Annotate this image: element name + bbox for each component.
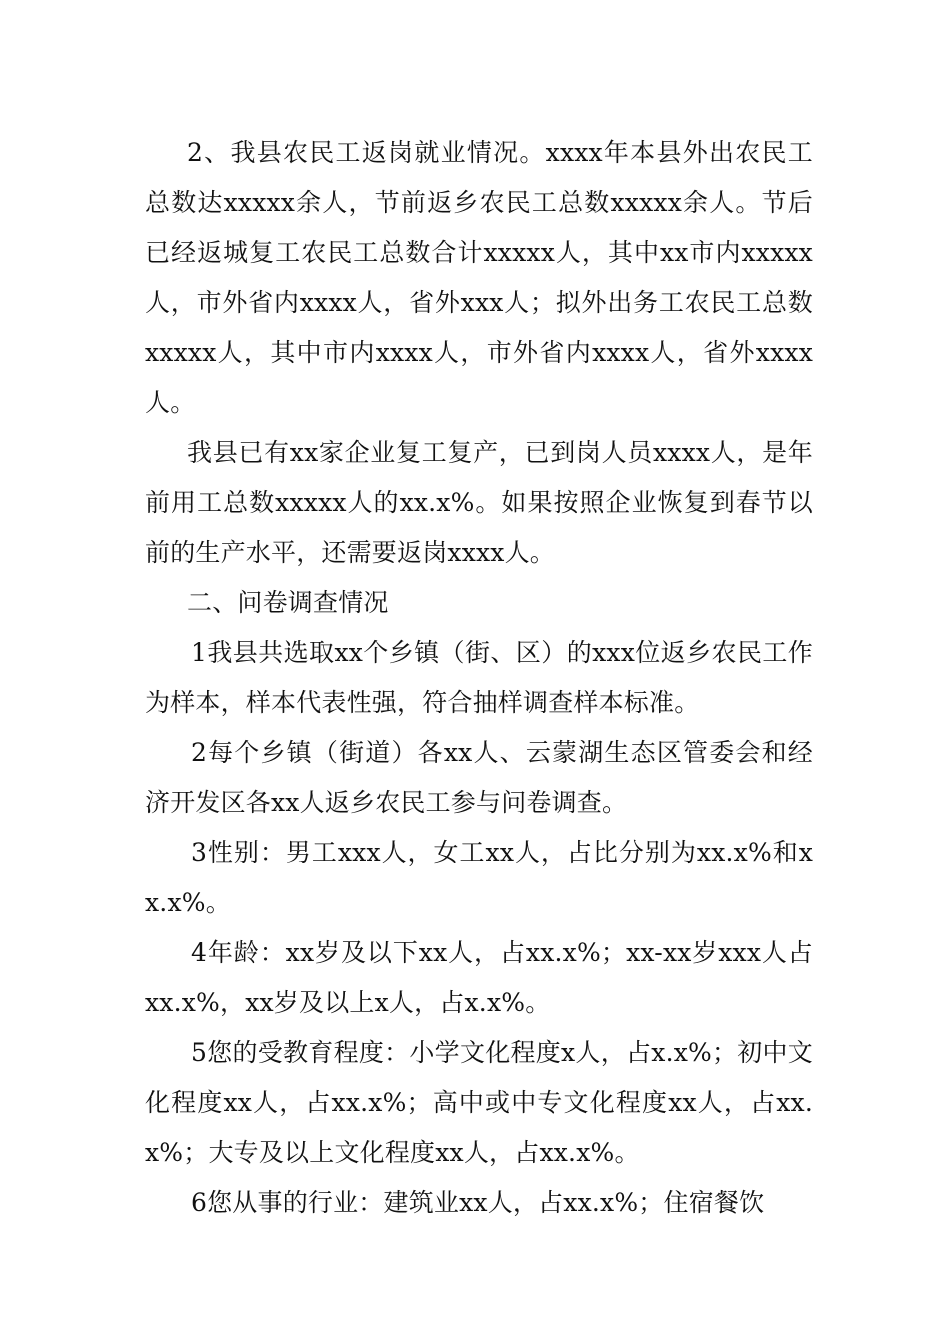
paragraph-enterprise-resumption: 我县已有xx家企业复工复产，已到岗人员xxxx人，是年前用工总数xxxxx人的xx.x%。如果按照企业恢复到春节以前的生产水平，还需要返岗xxxx人。 xyxy=(145,438,813,567)
paragraph-item-4: 4年龄：xx岁及以下xx人，占xx.x%；xx-xx岁xxx人占xx.x%，xx岁及以上x人，占x.x%。 xyxy=(145,938,813,1017)
paragraph-item-6: 6您从事的行业：建筑业xx人，占xx.x%；住宿餐饮 xyxy=(191,1188,765,1217)
section-heading-questionnaire: 二、问卷调查情况 xyxy=(187,588,389,617)
document-body xyxy=(145,128,813,1228)
paragraph-item-3: 3性别：男工xxx人，女工xx人，占比分别为xx.x%和xx.x%。 xyxy=(145,838,813,917)
paragraph-item-1: 1我县共选取xx个乡镇（街、区）的xxx位返乡农民工作为样本，样本代表性强，符合抽样调查样本标准。 xyxy=(145,638,813,717)
paragraph-item-2: 2每个乡镇（街道）各xx人、云蒙湖生态区管委会和经济开发区各xx人返乡农民工参与问卷调查。 xyxy=(145,738,813,817)
paragraph-item-5: 5您的受教育程度：小学文化程度x人，占x.x%；初中文化程度xx人，占xx.x%；高中或中专文化程度xx人，占xx.x%；大专及以上文化程度xx人，占xx.x%。 xyxy=(145,1038,813,1167)
paragraph-return-employment: 2、我县农民工返岗就业情况。xxxx年本县外出农民工总数达xxxxx余人，节前返乡农民工总数xxxxx余人。节后已经返城复工农民工总数合计xxxxx人，其中xx市内xxxxx人，市外省内xxxx人，省外xxx人；拟外出务工农民工总数xxxxx人，其中市内xxxx人，市外省内xxxx人，省外xxxx人。 xyxy=(145,138,813,417)
